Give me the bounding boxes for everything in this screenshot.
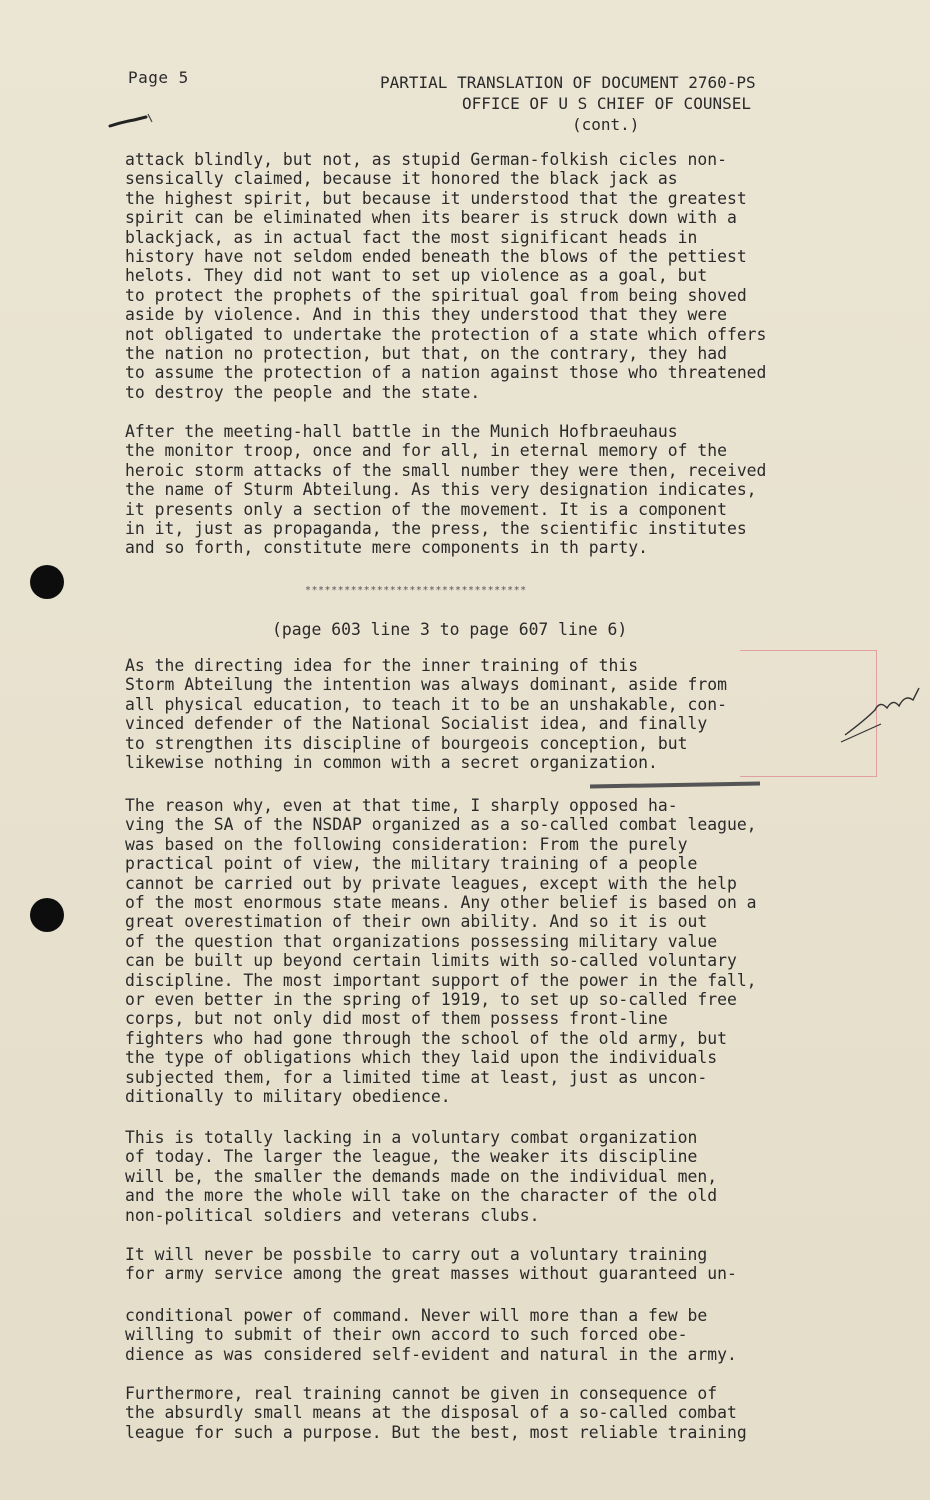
header-office: OFFICE OF U S CHIEF OF COUNSEL: [462, 94, 751, 113]
page-number: Page 5: [128, 68, 189, 87]
header-continued: (cont.): [572, 115, 640, 134]
document-header: [380, 72, 850, 135]
page-reference: (page 603 line 3 to page 607 line 6): [272, 620, 628, 639]
punch-hole-bottom: [30, 898, 64, 932]
handwritten-underline: [590, 782, 760, 789]
header-title: PARTIAL TRANSLATION OF DOCUMENT 2760-PS: [380, 73, 756, 92]
paragraph-7: conditional power of command. Never will more than a few be willing to submit of their own accord to such forced obe- dience as was considered self-evident and natural in the army.: [125, 1306, 737, 1364]
section-separator: **********************************: [305, 585, 527, 596]
punch-hole-top: [30, 565, 64, 599]
paragraph-2: After the meeting-hall battle in the Munich Hofbraeuhaus the monitor troop, once and for all, in eternal memory of the heroic storm attacks of the small number they were then, received the name of Sturm Abteilung. As this very designation indicates, it presents only a section of the movement. It is a component in it, just as propaganda, the press, the scientific institutes and so forth, constitute mere components in th party.: [125, 422, 767, 558]
paragraph-5: This is totally lacking in a voluntary combat organization of today. The larger the league, the weaker its discipline will be, the smaller the demands made on the individual men, and the more the whole will take on the character of the old non-political soldiers and veterans clubs.: [125, 1128, 718, 1225]
paragraph-8: Furthermore, real training cannot be given in consequence of the absurdly small means at the disposal of a so-called combat league for such a purpose. But the best, most reliable training: [125, 1384, 747, 1442]
paragraph-6: It will never be possbile to carry out a voluntary training for army service among the great masses without guaranteed un-: [125, 1245, 737, 1284]
paragraph-4: The reason why, even at that time, I sharply opposed ha- ving the SA of the NSDAP organized as a so-called combat league, was based on the following consideration: From the purely practical point of view, the military training of a people cannot be carried out by private leagues, except with the help of the most enormous state means. Any other belief is based on a great overestimation of their own ability. And so it is out of the question that organizations possessing military value can be built up beyond certain limits with so-called voluntary discipline. The most important support of the power in the fall, or even better in the spring of 1919, to set up so-called free corps, but not only did most of them possess front-line fighters who had gone through the school of the old army, but the type of obligations which they laid upon the individuals subjected them, for a limited time at least, just as uncon- ditionally to military obedience.: [125, 796, 757, 1107]
pen-mark-icon: [108, 112, 154, 128]
paragraph-3: As the directing idea for the inner training of this Storm Abteilung the intention was always dominant, aside from all physical education, to teach it to be an unshakable, con- vinced defender of the National Socialist idea, and finally to strengthen its discipline of bourgeois conception, but likewise nothing in common with a secret organization.: [125, 656, 727, 773]
paragraph-1: attack blindly, but not, as stupid German-folkish cicles non- sensically claimed, because it honored the black jack as the highest spirit, but because it understood that the greatest spirit can be eliminated when its bearer is struck down with a blackjack, as in actual fact the most significant heads in history have not seldom ended beneath the blows of the pettiest helots. They did not want to set up violence as a goal, but to protect the prophets of the spiritual goal from being shoved aside by violence. And in this they understood that they were not obligated to undertake the protection of a state which offers the nation no protection, but that, on the contrary, they had to assume the protection of a nation against those who threatened to destroy the people and the state.: [125, 150, 767, 402]
